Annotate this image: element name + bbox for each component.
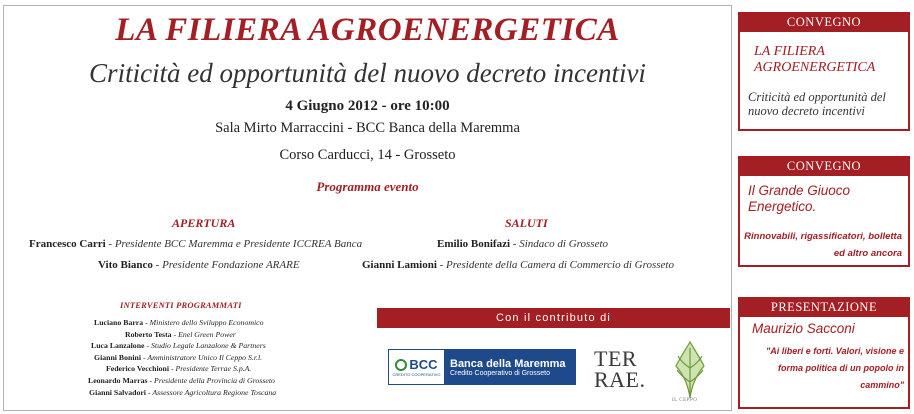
speaker-role: - Enel Green Power <box>171 329 236 339</box>
list-item <box>24 340 364 352</box>
event-venue: Sala Mirto Marraccini - BCC Banca della Maremma <box>215 120 520 136</box>
speaker-role: - Assessore Agricoltura Regione Toscana <box>145 387 277 397</box>
list-item <box>24 375 364 387</box>
card-header: CONVEGNO <box>740 158 908 176</box>
speaker-role: - Presidente della Provincia di Grosseto <box>147 375 275 385</box>
person-role: - Presidente Fondazione ARARE <box>152 259 300 271</box>
sidebar-card-presentazione[interactable] <box>738 297 910 409</box>
contributo-bar: Con il contributo di <box>377 308 730 328</box>
bcc-name: Banca della Maremma <box>450 357 566 370</box>
bcc-name-area <box>445 350 575 384</box>
person-role: - Sindaco di Grosseto <box>510 238 609 250</box>
list-item <box>24 387 364 399</box>
card-title: Maurizio Sacconi <box>752 321 855 336</box>
bcc-sub: CREDITO COOPERATIVO <box>392 372 441 377</box>
card-title: LA FILIERA AGROENERGETICA <box>754 44 876 75</box>
event-date: 4 Giugno 2012 - ore 10:00 <box>285 98 450 114</box>
sidebar-card-convegno-2[interactable] <box>738 156 910 267</box>
bcc-logo[interactable] <box>388 349 576 385</box>
speaker-role: - Presidente Terrae S.p.A. <box>169 364 252 374</box>
speaker-name: Roberto Testa <box>125 329 172 339</box>
card-title: Il Grande Giuoco Energetico. <box>748 183 851 214</box>
list-item <box>24 363 364 375</box>
person-name: Vito Bianco <box>98 259 153 271</box>
speaker-name: Gianni Bonini <box>94 352 142 362</box>
speaker-role: - Ministero dello Sviluppo Economico <box>143 318 264 327</box>
person-name: Emilio Bonifazi <box>437 238 511 250</box>
speaker-name: Leonardo Marras <box>88 375 148 385</box>
bcc-tagline: Credito Cooperativo di Grosseto <box>450 369 550 377</box>
terrae-line-1: TER <box>594 346 638 371</box>
list-item <box>24 329 364 341</box>
card-subtitle: Rinnovabili, rigassificatori, bolletta ed altro ancora <box>744 231 902 259</box>
bcc-mark-text: BCC <box>409 357 438 372</box>
apertura-person <box>29 238 362 250</box>
apertura-heading: APERTURA <box>172 216 236 230</box>
card-header: PRESENTAZIONE <box>740 299 908 317</box>
card-subtitle: Criticità ed opportunità del nuovo decreto incentivi <box>748 90 886 118</box>
saluti-heading: SALUTI <box>505 216 548 230</box>
event-title: LA FILIERA AGROENERGETICA <box>115 12 620 48</box>
apertura-person <box>98 259 300 271</box>
bcc-mark-area <box>389 350 445 384</box>
person-role: - Presidente della Camera di Commercio di Grosseto <box>436 259 674 271</box>
speaker-name: Federico Vecchioni <box>106 364 170 374</box>
saluti-person <box>437 238 608 250</box>
saluti-person <box>362 259 674 271</box>
card-header: CONVEGNO <box>740 14 908 32</box>
speaker-name: Luciano Barra <box>94 318 144 327</box>
sidebar-card-convegno-1[interactable] <box>738 12 910 131</box>
person-name: Francesco Carri <box>29 238 106 250</box>
speaker-name: Gianni Salvadori <box>89 387 146 397</box>
terrae-logo[interactable] <box>594 348 646 390</box>
ceppo-logo-icon[interactable] <box>670 338 710 400</box>
speaker-name: Luca Lanzalone <box>91 341 145 351</box>
list-item <box>24 317 364 329</box>
speaker-role: - Amministratore Unico Il Ceppo S.r.l. <box>141 352 263 362</box>
speakers-list <box>24 317 364 398</box>
bcc-circle-icon <box>395 359 407 371</box>
bcc-mark <box>395 357 437 372</box>
interventi-heading: INTERVENTI PROGRAMMATI <box>120 300 242 310</box>
ceppo-label: IL CEPPO <box>672 398 698 403</box>
programma-heading: Programma evento <box>316 179 419 194</box>
event-address: Corso Carducci, 14 - Grosseto <box>279 147 456 163</box>
terrae-line-2: RAE. <box>594 367 646 392</box>
card-subtitle: "Ai liberi e forti. Valori, visione e forma politica di un popolo in cammino" <box>766 346 904 390</box>
person-role: - Presidente BCC Maremma e Presidente ICCREA Banca <box>105 238 363 250</box>
speaker-role: - Studio Legale Lanzalone & Partners <box>144 341 266 351</box>
person-name: Gianni Lamioni <box>362 259 437 271</box>
list-item <box>24 352 364 364</box>
event-subtitle: Criticità ed opportunità del nuovo decreto incentivi <box>89 58 646 88</box>
